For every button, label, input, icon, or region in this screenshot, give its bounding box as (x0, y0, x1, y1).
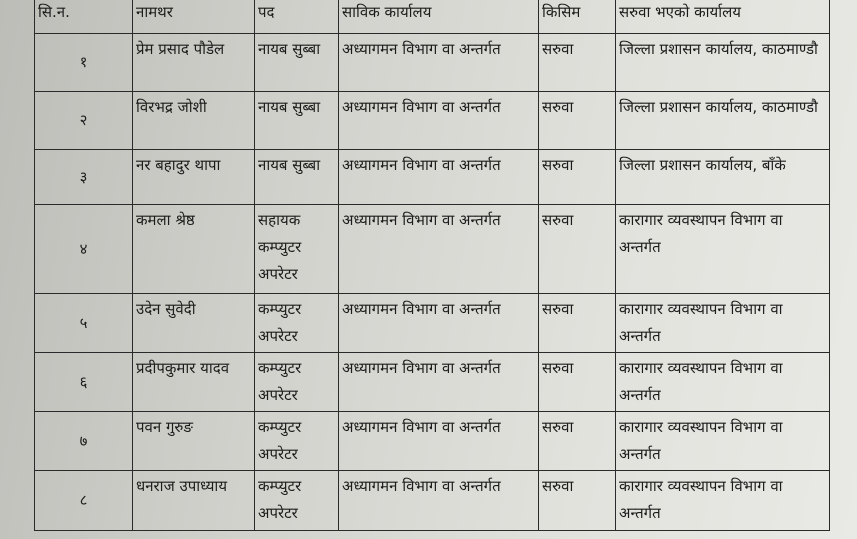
name-cell: नर बहादुर थापा (133, 150, 255, 205)
name-cell: पवन गुरुङ (133, 412, 255, 471)
previous-office-cell: अध्यागमन विभाग वा अन्तर्गत (339, 34, 539, 92)
post-cell: सहायक कम्प्युटर अपरेटर (255, 205, 339, 294)
type-cell: सरुवा (539, 34, 616, 92)
new-office-cell: जिल्ला प्रशासन कार्यालय, काठमाण्डौ (616, 34, 830, 92)
serial-number-cell: १ (35, 34, 133, 92)
type-cell: सरुवा (539, 205, 616, 294)
type-cell: सरुवा (539, 150, 616, 205)
new-office-cell: कारागार व्यवस्थापन विभाग वा अन्तर्गत (616, 471, 830, 531)
serial-number-cell: ६ (35, 353, 133, 412)
name-cell: प्रदीपकुमार यादव (133, 353, 255, 412)
table-row (35, 34, 830, 92)
serial-number-cell: ५ (35, 294, 133, 353)
header-type: किसिम (539, 0, 616, 34)
post-cell: कम्प्युटर अपरेटर (255, 412, 339, 471)
header-serial-number: सि.न. (35, 0, 133, 34)
previous-office-cell: अध्यागमन विभाग वा अन्तर्गत (339, 471, 539, 531)
previous-office-cell: अध्यागमन विभाग वा अन्तर्गत (339, 92, 539, 150)
serial-number-cell: २ (35, 92, 133, 150)
previous-office-cell: अध्यागमन विभाग वा अन्तर्गत (339, 294, 539, 353)
table-row (35, 150, 830, 205)
post-cell: नायब सुब्बा (255, 92, 339, 150)
header-new-office: सरुवा भएको कार्यालय (616, 0, 830, 34)
type-cell: सरुवा (539, 353, 616, 412)
previous-office-cell: अध्यागमन विभाग वा अन्तर्गत (339, 205, 539, 294)
header-previous-office: साविक कार्यालय (339, 0, 539, 34)
new-office-cell: कारागार व्यवस्थापन विभाग वा अन्तर्गत (616, 205, 830, 294)
type-cell: सरुवा (539, 92, 616, 150)
type-cell: सरुवा (539, 471, 616, 531)
table-header-row (35, 0, 830, 34)
name-cell: विरभद्र जोशी (133, 92, 255, 150)
new-office-cell: कारागार व्यवस्थापन विभाग वा अन्तर्गत (616, 353, 830, 412)
previous-office-cell: अध्यागमन विभाग वा अन्तर्गत (339, 353, 539, 412)
table-row (35, 205, 830, 294)
previous-office-cell: अध्यागमन विभाग वा अन्तर्गत (339, 150, 539, 205)
previous-office-cell: अध्यागमन विभाग वा अन्तर्गत (339, 412, 539, 471)
new-office-cell: कारागार व्यवस्थापन विभाग वा अन्तर्गत (616, 412, 830, 471)
header-name: नामथर (133, 0, 255, 34)
name-cell: धनराज उपाध्याय (133, 471, 255, 531)
name-cell: प्रेम प्रसाद पौडेल (133, 34, 255, 92)
new-office-cell: जिल्ला प्रशासन कार्यालय, बाँके (616, 150, 830, 205)
post-cell: कम्प्युटर अपरेटर (255, 471, 339, 531)
type-cell: सरुवा (539, 294, 616, 353)
header-post: पद (255, 0, 339, 34)
post-cell: नायब सुब्बा (255, 34, 339, 92)
table-row (35, 92, 830, 150)
post-cell: नायब सुब्बा (255, 150, 339, 205)
name-cell: उदेन सुवेदी (133, 294, 255, 353)
name-cell: कमला श्रेष्ठ (133, 205, 255, 294)
transfer-table (34, 0, 830, 531)
new-office-cell: कारागार व्यवस्थापन विभाग वा अन्तर्गत (616, 294, 830, 353)
serial-number-cell: ७ (35, 412, 133, 471)
post-cell: कम्प्युटर अपरेटर (255, 294, 339, 353)
table-row (35, 412, 830, 471)
table-row (35, 353, 830, 412)
table-row (35, 471, 830, 531)
type-cell: सरुवा (539, 412, 616, 471)
new-office-cell: जिल्ला प्रशासन कार्यालय, काठमाण्डौ (616, 92, 830, 150)
serial-number-cell: ३ (35, 150, 133, 205)
serial-number-cell: ८ (35, 471, 133, 531)
post-cell: कम्प्युटर अपरेटर (255, 353, 339, 412)
serial-number-cell: ४ (35, 205, 133, 294)
table-row (35, 294, 830, 353)
